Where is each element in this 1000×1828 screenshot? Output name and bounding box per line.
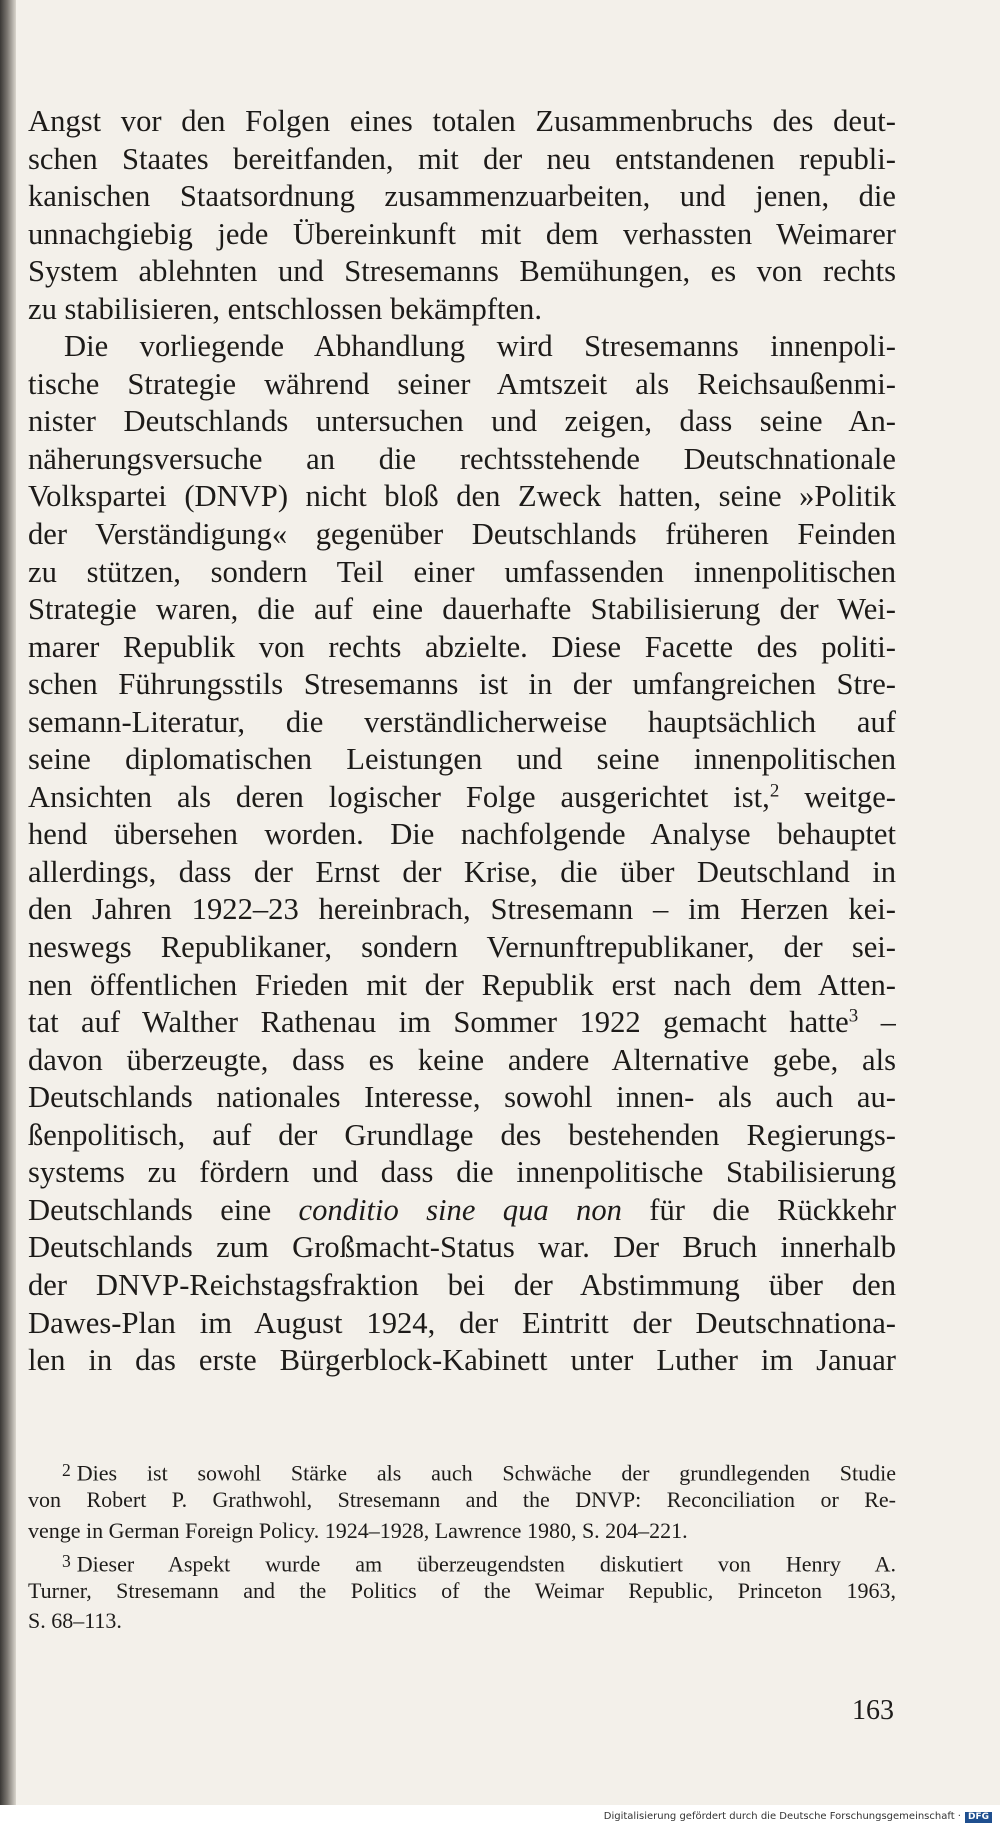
footnote-text: Dieser Aspekt wurde am überzeugendsten diskutiert von Henry A.: [76, 1551, 896, 1577]
italic-phrase: conditio sine qua non: [298, 1192, 622, 1227]
footnote-3-line: S. 68–113.: [28, 1608, 122, 1634]
text-line: hend übersehen worden. Die nachfolgende Analyse behauptet: [28, 817, 896, 852]
text-line: ßenpolitisch, auf der Grundlage des bestehenden Regierungs-: [28, 1117, 896, 1152]
text-line: zu stützen, sondern Teil einer umfassenden innenpolitischen: [28, 554, 896, 589]
text-line: marer Republik von rechts abzielte. Diese Facette des politi-: [28, 629, 896, 664]
text-segment: –: [858, 1005, 896, 1040]
footnote-marker: 3: [62, 1550, 71, 1571]
text-segment: Ansichten als deren logischer Folge ausgerichtet ist,: [28, 779, 770, 814]
text-line: Die vorliegende Abhandlung wird Stresemanns innenpoli-: [64, 329, 896, 364]
text-segment: Deutschlands eine: [28, 1192, 299, 1227]
text-line: den Jahren 1922–23 hereinbrach, Stresemann – im Herzen kei-: [28, 892, 896, 927]
text-line: Deutschlands zum Großmacht-Status war. Der Bruch innerhalb: [28, 1230, 896, 1265]
footnote-marker: 2: [62, 1460, 71, 1480]
text-line: tische Strategie während seiner Amtszeit als Reichsaußenmi-: [28, 366, 896, 401]
text-line: Volkspartei (DNVP) nicht bloß den Zweck hatten, seine »Politik: [28, 479, 896, 514]
text-line: len in das erste Bürgerblock-Kabinett unter Luther im Januar: [28, 1343, 896, 1378]
text-segment: für die Rückkehr: [621, 1192, 896, 1227]
text-line: zu stabilisieren, entschlossen bekämpften.: [28, 291, 542, 326]
text-line: System ablehnten und Stresemanns Bemühungen, es von rechts: [28, 254, 896, 289]
footnote-2-line: [28, 1455, 896, 1485]
footnote-3-line: Turner, Stresemann and the Politics of the Weimar Republic, Princeton 1963,: [28, 1578, 896, 1604]
text-line: [28, 1192, 896, 1230]
text-line: kanischen Staatsordnung zusammenzuarbeiten, und jenen, die: [28, 179, 896, 214]
text-line: Deutschlands nationales Interesse, sowohl innen- als auch au-: [28, 1080, 896, 1115]
text-line: [28, 1004, 896, 1042]
page-number: 163: [852, 1695, 894, 1726]
text-line: semann-Literatur, die verständlicherweise hauptsächlich auf: [28, 704, 896, 739]
text-line: der DNVP-Reichstagsfraktion bei der Abstimmung über den: [28, 1267, 896, 1302]
credit-text: Digitalisierung gefördert durch die Deutsche Forschungsgemeinschaft ·: [603, 1811, 961, 1822]
text-line: systems zu fördern und dass die innenpolitische Stabilisierung: [28, 1155, 896, 1190]
text-line: der Verständigung« gegenüber Deutschlands früheren Feinden: [28, 517, 896, 552]
text-line: davon überzeugte, dass es keine andere Alternative gebe, als: [28, 1042, 896, 1077]
text-line: Angst vor den Folgen eines totalen Zusammenbruchs des deut-: [28, 104, 896, 138]
text-line: Dawes-Plan im August 1924, der Eintritt der Deutschnationa-: [28, 1305, 896, 1340]
binding-shadow: [0, 0, 16, 1805]
body-text: [28, 103, 896, 1380]
text-line: [28, 779, 896, 817]
text-line: nen öffentlichen Frieden mit der Republik erst nach dem Atten-: [28, 967, 896, 1002]
footnote-ref-2[interactable]: 2: [769, 780, 780, 802]
footnote-3-line: [28, 1546, 896, 1576]
text-segment: weitge-: [779, 779, 896, 814]
text-line: schen Führungsstils Stresemanns ist in der umfangreichen Stre-: [28, 667, 896, 702]
text-segment: tat auf Walther Rathenau im Sommer 1922 gemacht hatte: [28, 1005, 849, 1040]
text-line: allerdings, dass der Ernst der Krise, die über Deutschland in: [28, 854, 896, 889]
footnote-text: Dies ist sowohl Stärke als auch Schwäche der grundlegenden Studie: [76, 1460, 896, 1486]
text-line: schen Staates bereitfanden, mit der neu entstandenen republi-: [28, 141, 896, 176]
text-line: neswegs Republikaner, sondern Vernunftrepublikaner, der sei-: [28, 930, 896, 965]
text-line: Strategie waren, die auf eine dauerhafte Stabilisierung der Wei-: [28, 592, 896, 627]
text-line: unnachgiebig jede Übereinkunft mit dem verhassten Weimarer: [28, 216, 896, 251]
text-line: nister Deutschlands untersuchen und zeigen, dass seine An-: [28, 404, 896, 439]
digitization-credit: [604, 1810, 992, 1824]
footnote-ref-3[interactable]: 3: [848, 1005, 859, 1027]
footnote-2-line: venge in German Foreign Policy. 1924–1928, Lawrence 1980, S. 204–221.: [28, 1517, 688, 1543]
footnote-2-line: von Robert P. Grathwohl, Stresemann and the DNVP: Reconciliation or Re-: [28, 1487, 896, 1513]
footnotes: [28, 1455, 896, 1637]
text-line: seine diplomatischen Leistungen und seine innenpolitischen: [28, 742, 896, 777]
text-line: näherungsversuche an die rechtsstehende Deutschnationale: [28, 441, 896, 476]
dfg-logo-icon: DFG: [965, 1812, 992, 1823]
